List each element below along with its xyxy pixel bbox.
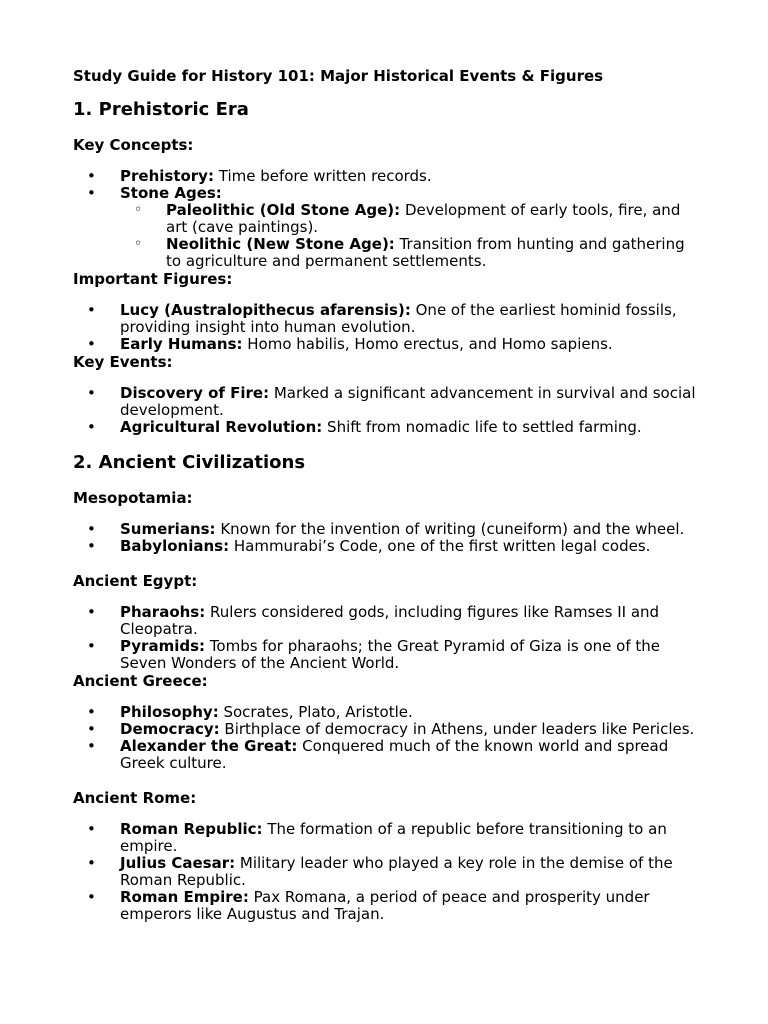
list-item bbox=[73, 521, 698, 538]
list-item-text: The formation of a republic before transitioning to an empire. bbox=[120, 820, 667, 855]
list-item-term: Alexander the Great: bbox=[120, 737, 298, 755]
list-item-text: Shift from nomadic life to settled farming. bbox=[327, 418, 642, 436]
group-heading-ancient-greece: Ancient Greece: bbox=[73, 672, 208, 690]
list-item-text: Birthplace of democracy in Athens, under leaders like Pericles. bbox=[224, 720, 695, 738]
list-item bbox=[73, 855, 698, 889]
list-item bbox=[73, 419, 698, 436]
list-item bbox=[73, 538, 698, 555]
list-item-term: Neolithic (New Stone Age): bbox=[166, 235, 395, 253]
section-number: 2. bbox=[73, 452, 93, 473]
list-item-term: Paleolithic (Old Stone Age): bbox=[166, 201, 401, 219]
list-item-text: Known for the invention of writing (cuneiform) and the wheel. bbox=[220, 520, 685, 538]
list-item bbox=[73, 336, 698, 353]
list-item-text: Tombs for pharaohs; the Great Pyramid of Giza is one of the Seven Wonders of the Ancient World. bbox=[120, 637, 660, 672]
list-item bbox=[73, 738, 698, 772]
list-item-term: Prehistory: bbox=[120, 167, 214, 185]
list-item-text: Pax Romana, a period of peace and prosperity under emperors like Augustus and Trajan. bbox=[120, 888, 650, 923]
list-item-term: Pharaohs: bbox=[120, 603, 206, 621]
list-item-text: Rulers considered gods, including figures like Ramses II and Cleopatra. bbox=[120, 603, 660, 638]
document-title: Study Guide for History 101: Major Historical Events & Figures bbox=[73, 67, 604, 85]
list-item-text: Hammurabi’s Code, one of the first written legal codes. bbox=[233, 537, 651, 555]
list-item-term: Early Humans: bbox=[120, 335, 243, 353]
sublist-item bbox=[120, 236, 698, 270]
list-item bbox=[73, 638, 698, 672]
list-item-term: Stone Ages: bbox=[120, 184, 222, 202]
list-item-term: Julius Caesar: bbox=[120, 854, 236, 872]
sublist-item bbox=[120, 202, 698, 236]
list-item bbox=[73, 302, 698, 336]
ancient-egypt-list bbox=[73, 604, 698, 672]
list-item bbox=[73, 168, 698, 185]
list-item-term: Sumerians: bbox=[120, 520, 216, 538]
stone-ages-sublist bbox=[120, 202, 698, 270]
list-item-text: Socrates, Plato, Aristotle. bbox=[223, 703, 413, 721]
important-figures-list bbox=[73, 302, 698, 353]
list-item bbox=[73, 185, 698, 270]
list-item bbox=[73, 821, 698, 855]
section-heading-prehistoric-era bbox=[73, 99, 249, 121]
list-item-term: Agricultural Revolution: bbox=[120, 418, 323, 436]
list-item-term: Roman Empire: bbox=[120, 888, 249, 906]
list-item-term: Babylonians: bbox=[120, 537, 230, 555]
list-item-text: Marked a significant advancement in survival and social development. bbox=[120, 384, 696, 419]
group-heading-mesopotamia: Mesopotamia: bbox=[73, 489, 193, 507]
list-item-term: Roman Republic: bbox=[120, 820, 263, 838]
list-item-text: One of the earliest hominid fossils, providing insight into human evolution. bbox=[120, 301, 677, 336]
group-heading-important-figures: Important Figures: bbox=[73, 270, 233, 288]
list-item bbox=[73, 889, 698, 923]
list-item-term: Lucy (Australopithecus afarensis): bbox=[120, 301, 411, 319]
list-item-term: Discovery of Fire: bbox=[120, 384, 270, 402]
group-heading-key-concepts: Key Concepts: bbox=[73, 136, 194, 154]
ancient-greece-list bbox=[73, 704, 698, 772]
list-item-text: Transition from hunting and gathering to agriculture and permanent settlements. bbox=[166, 235, 685, 270]
list-item-text: Military leader who played a key role in the demise of the Roman Republic. bbox=[120, 854, 673, 889]
list-item-term: Democracy: bbox=[120, 720, 220, 738]
list-item-text: Time before written records. bbox=[218, 167, 432, 185]
list-item-text: Development of early tools, fire, and art (cave paintings). bbox=[166, 201, 681, 236]
section-title: Prehistoric Era bbox=[98, 99, 249, 120]
ancient-rome-list bbox=[73, 821, 698, 923]
group-heading-ancient-rome: Ancient Rome: bbox=[73, 789, 197, 807]
group-heading-ancient-egypt: Ancient Egypt: bbox=[73, 572, 198, 590]
key-events-list bbox=[73, 385, 698, 436]
list-item-text: Conquered much of the known world and spread Greek culture. bbox=[120, 737, 669, 772]
section-heading-ancient-civilizations bbox=[73, 452, 305, 474]
list-item-term: Philosophy: bbox=[120, 703, 219, 721]
key-concepts-list bbox=[73, 168, 698, 270]
list-item bbox=[73, 704, 698, 721]
mesopotamia-list bbox=[73, 521, 698, 555]
section-title: Ancient Civilizations bbox=[98, 452, 306, 473]
section-number: 1. bbox=[73, 99, 93, 120]
list-item bbox=[73, 721, 698, 738]
list-item bbox=[73, 604, 698, 638]
list-item bbox=[73, 385, 698, 419]
list-item-text: Homo habilis, Homo erectus, and Homo sapiens. bbox=[247, 335, 613, 353]
list-item-term: Pyramids: bbox=[120, 637, 206, 655]
group-heading-key-events: Key Events: bbox=[73, 353, 173, 371]
